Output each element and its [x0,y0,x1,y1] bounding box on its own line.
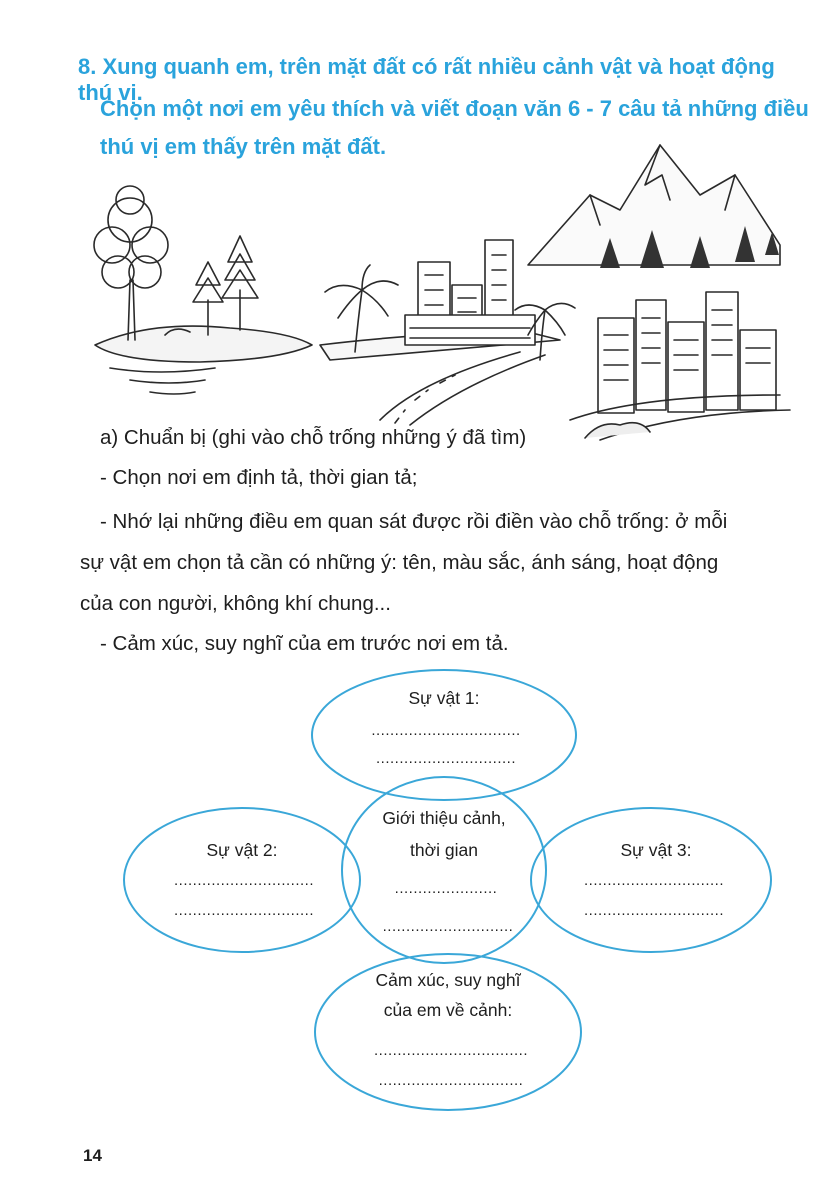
thing-2-label: Sự vật 2: [206,840,278,860]
instruction-recall-line-2: sự vật em chọn tả cần có những ý: tên, màu sắc, ánh sáng, hoạt động [80,551,719,574]
feelings-label-line-2: của em về cảnh: [383,1000,513,1020]
intro-label-line-1: Giới thiệu cảnh, [382,808,506,828]
thing-2-dots: .............................. [173,872,315,889]
thing-2-dots-2: .............................. [173,902,315,919]
instruction-feelings: - Cảm xúc, suy nghĩ của em trước nơi em tả. [100,632,509,655]
question-line-2: Chọn một nơi em yêu thích và viết đoạn văn 6 - 7 câu tả những điều [100,96,809,121]
thing-3-dots: .............................. [583,872,725,889]
feelings-label-line-1: Cảm xúc, suy nghĩ [375,970,521,990]
instruction-choose-place: - Chọn nơi em định tả, thời gian tả; [100,466,418,489]
page-number: 14 [83,1146,102,1165]
intro-dots: ...................... [394,880,498,897]
thing-3-label: Sự vật 3: [620,840,692,860]
feelings-dots-2: ............................... [378,1072,524,1089]
intro-dots-2: ............................ [382,918,514,935]
question-line-3: thú vị em thấy trên mặt đất. [100,134,387,159]
question-line-1: 8. Xung quanh em, trên mặt đất có rất nhiều cảnh vật và hoạt động thú vị. [78,54,775,105]
feelings-dots: ................................. [373,1042,529,1059]
intro-label-line-2: thời gian [410,840,478,860]
thing-3-dots-2: .............................. [583,902,725,919]
ellipse-center [342,777,546,963]
instruction-recall-line-1: - Nhớ lại những điều em quan sát được rồi điền vào chỗ trống: ở mỗi [100,510,728,533]
instruction-a: a) Chuẩn bị (ghi vào chỗ trống những ý đã tìm) [100,426,527,449]
thing-1-dots: ................................ [371,722,521,739]
instruction-recall-line-3: của con người, không khí chung... [80,592,391,615]
thing-1-dots-2: .............................. [375,750,517,767]
thing-1-label: Sự vật 1: [408,688,480,708]
